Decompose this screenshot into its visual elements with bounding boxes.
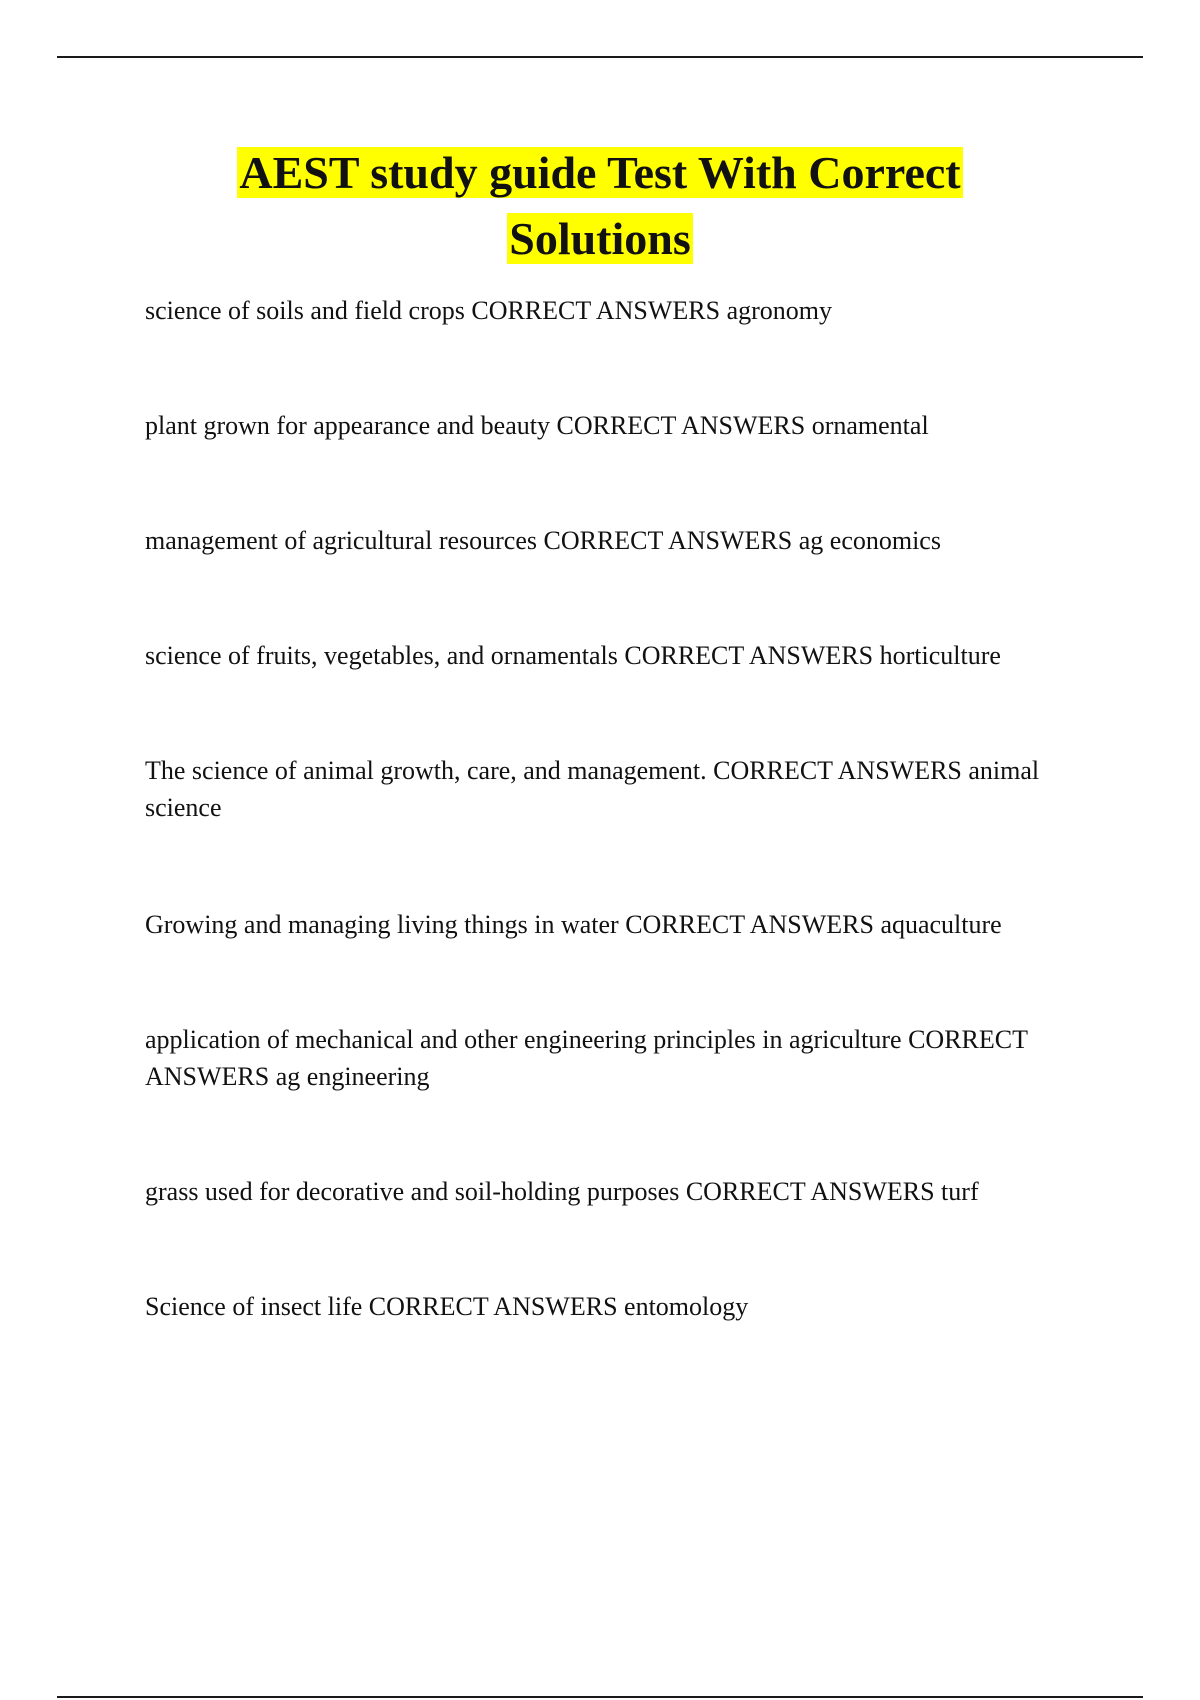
qa-entry: science of soils and field crops CORRECT ANSWERS agronomy xyxy=(145,296,833,325)
top-divider xyxy=(57,56,1143,58)
qa-entry: science of fruits, vegetables, and ornamentals CORRECT ANSWERS horticulture xyxy=(145,641,1001,670)
qa-entry: plant grown for appearance and beauty CORRECT ANSWERS ornamental xyxy=(145,411,929,440)
document-title xyxy=(0,140,1200,272)
qa-entry: grass used for decorative and soil-holding purposes CORRECT ANSWERS turf xyxy=(145,1177,979,1206)
qa-entry: Science of insect life CORRECT ANSWERS entomology xyxy=(145,1292,749,1321)
title-line-1: AEST study guide Test With Correct xyxy=(239,147,961,198)
qa-entry: Growing and managing living things in water CORRECT ANSWERS aquaculture xyxy=(145,910,1002,939)
qa-entry: application of mechanical and other engineering principles in agriculture CORRECT ANSWERS ag engineering xyxy=(145,1025,1028,1091)
title-line-2: Solutions xyxy=(509,213,691,264)
qa-entry: The science of animal growth, care, and management. CORRECT ANSWERS animal science xyxy=(145,756,1040,822)
qa-entry: management of agricultural resources CORRECT ANSWERS ag economics xyxy=(145,526,941,555)
bottom-divider xyxy=(57,1696,1143,1698)
